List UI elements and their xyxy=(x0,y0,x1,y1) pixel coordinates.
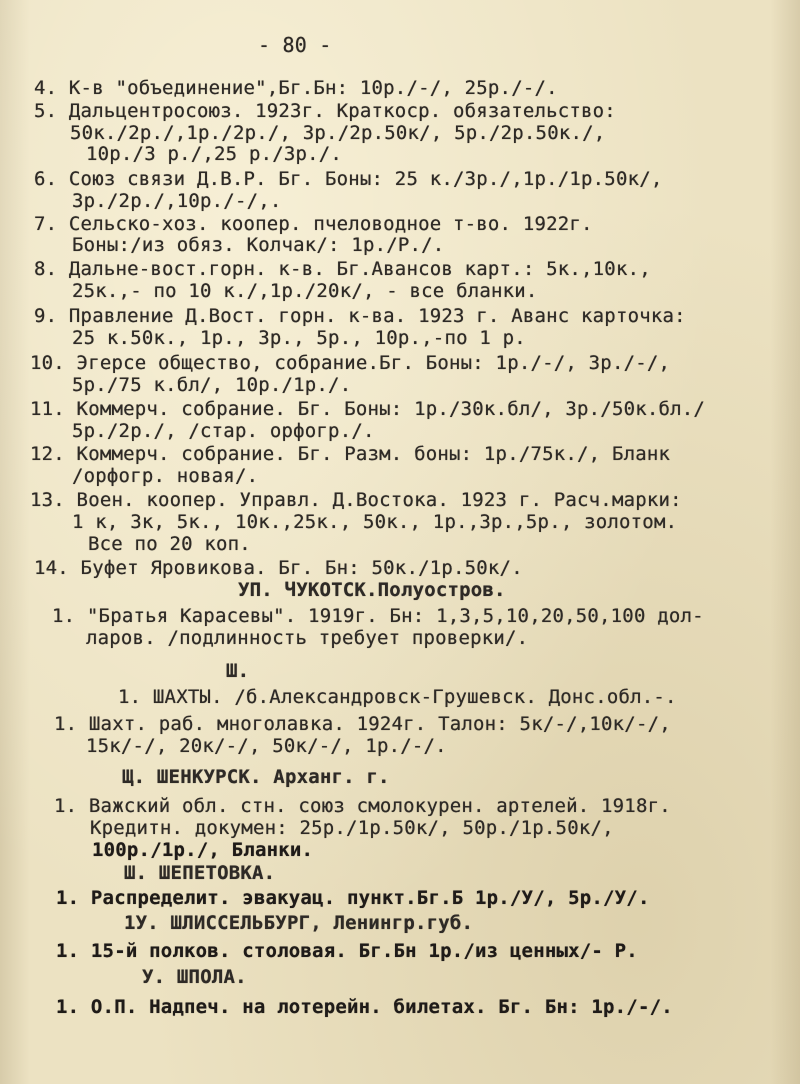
text-line: 25 к.50к., 1р., 3р., 5р., 10р.,-по 1 р. xyxy=(72,327,526,349)
text-line: 13. Воен. коопер. Управл. Д.Востока. 1923 г. Расч.марки: xyxy=(30,489,682,511)
text-line: 10р./3 р./,25 р./3р./. xyxy=(86,143,343,165)
text-line: 100р./1р./, Бланки. xyxy=(92,839,314,861)
text-line: 14. Буфет Яровикова. Бг. Бн: 50к./1р.50к/. xyxy=(34,557,523,579)
section-heading: Ш. ШЕПЕТОВКА. xyxy=(124,862,276,884)
text-line: 9. Правление Д.Вост. горн. к-ва. 1923 г. Аванс карточка: xyxy=(34,305,686,327)
text-line: 6. Союз связи Д.В.Р. Бг. Боны: 25 к./3р./,1р./1р.50к/, xyxy=(34,168,663,190)
text-line: 25к.,- по 10 к./,1р./20к/, - все бланки. xyxy=(72,280,538,302)
text-line: 12. Коммерч. собрание. Бг. Разм. боны: 1р./75к./, Бланк xyxy=(30,443,671,465)
text-line: 10. Эгерсе общество, собрание.Бг. Боны: 1р./-/, 3р./-/, xyxy=(30,352,671,374)
section-heading: У. ШПОЛА. xyxy=(142,966,247,988)
text-line: Боны:/из обяз. Колчак/: 1р./Р./. xyxy=(72,234,445,256)
text-line: 1 к, 3к, 5к., 10к.,25к., 50к., 1р.,3р.,5р., золотом. xyxy=(72,511,678,533)
text-line: Все по 20 коп. xyxy=(88,533,251,555)
text-line: 4. К-в "объединение",Бг.Бн: 10р./-/, 25р./-/. xyxy=(34,77,558,99)
text-line: 11. Коммерч. собрание. Бг. Боны: 1р./30к.бл/, 3р./50к.бл./ xyxy=(30,398,706,420)
text-line: 15к/-/, 20к/-/, 50к/-/, 1р./-/. xyxy=(86,735,447,757)
text-line: 5р./2р./, /стар. орфогр./. xyxy=(72,420,375,442)
text-line: 1. Важский обл. стн. союз смолокурен. артелей. 1918г. xyxy=(54,795,671,817)
text-line: ларов. /подлинность требует проверки/. xyxy=(86,627,529,649)
text-line: 1. Распределит. эвакуац. пункт.Бг.Б 1р./У/, 5р./У/. xyxy=(56,887,650,909)
section-heading: Ш. xyxy=(226,660,250,682)
text-line: 1. "Братья Карасевы". 1919г. Бн: 1,3,5,10,20,50,100 дол- xyxy=(52,605,704,627)
text-line: 1. ШАХТЫ. /б.Александровск-Грушевск. Донс.обл.-. xyxy=(118,686,677,708)
text-line: Кредитн. докумен: 25р./1р.50к/, 50р./1р.50к/, xyxy=(90,817,614,839)
text-line: /орфогр. новая/. xyxy=(72,465,259,487)
text-line: 7. Сельско-хоз. коопер. пчеловодное т-во. 1922г. xyxy=(34,213,593,235)
text-line: 5р./75 к.бл/, 10р./1р./. xyxy=(72,374,352,396)
page-number: - 80 - xyxy=(258,33,332,57)
section-heading: Щ. ШЕНКУРСК. Арханг. г. xyxy=(122,766,390,788)
section-heading: УП. ЧУКОТСК.Полуостров. xyxy=(238,579,506,601)
text-line: 1. 15-й полков. столовая. Бг.Бн 1р./из ценных/- Р. xyxy=(56,940,638,962)
text-line: 1. О.П. Надпеч. на лотерейн. билетах. Бг. Бн: 1р./-/. xyxy=(56,996,673,1018)
text-line: 3р./2р./,10р./-/,. xyxy=(72,190,282,212)
text-line: 5. Дальцентросоюз. 1923г. Краткоср. обязательство: xyxy=(34,100,616,122)
section-heading: 1У. ШЛИССЕЛЬБУРГ, Ленингр.губ. xyxy=(124,912,474,934)
text-line: 1. Шахт. раб. многолавка. 1924г. Талон: 5к/-/,10к/-/, xyxy=(54,713,671,735)
text-line: 50к./2р./,1р./2р./, 3р./2р.50к/, 5р./2р.50к./, xyxy=(70,122,606,144)
text-line: 8. Дальне-вост.горн. к-в. Бг.Авансов карт.: 5к.,10к., xyxy=(34,258,651,280)
